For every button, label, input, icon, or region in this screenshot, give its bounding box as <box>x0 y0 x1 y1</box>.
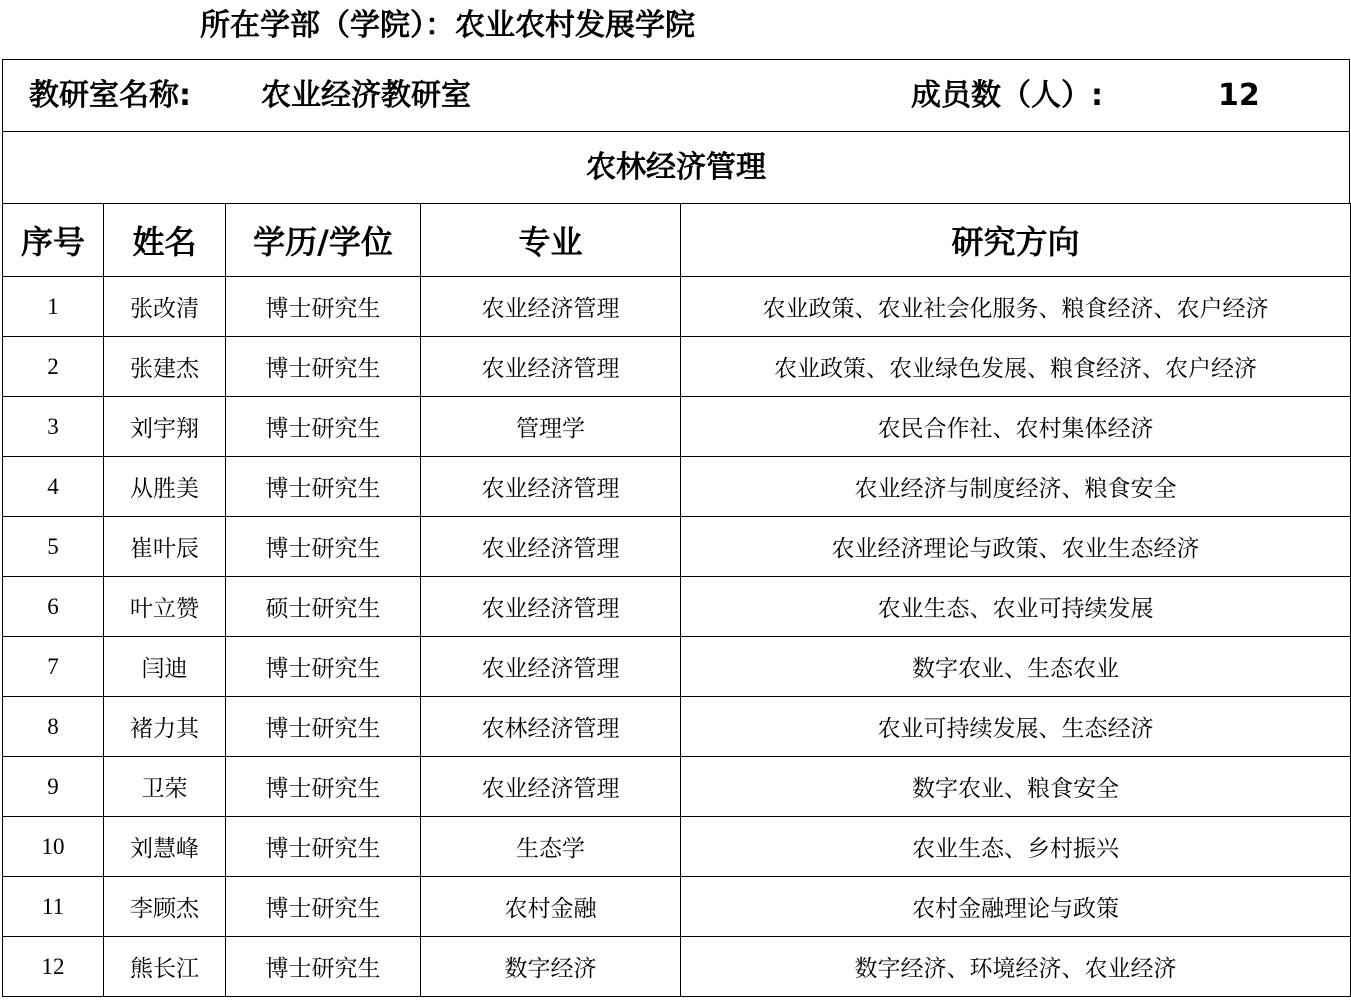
department-title: 所在学部（学院）：农业农村发展学院 <box>200 8 695 43</box>
member-count-label: 成员数（人）: <box>911 78 1103 113</box>
header-index: 序号 <box>3 204 104 277</box>
cell-research: 农业可持续发展、生态经济 <box>681 697 1351 757</box>
cell-index: 12 <box>3 937 104 997</box>
cell-major: 农业经济管理 <box>421 277 681 337</box>
cell-index: 4 <box>3 457 104 517</box>
cell-name: 叶立赞 <box>104 577 226 637</box>
cell-name: 张改清 <box>104 277 226 337</box>
cell-major: 农村金融 <box>421 877 681 937</box>
cell-index: 1 <box>3 277 104 337</box>
header-major: 专业 <box>421 204 681 277</box>
cell-name: 刘慧峰 <box>104 817 226 877</box>
cell-name: 闫迪 <box>104 637 226 697</box>
cell-research: 农业经济与制度经济、粮食安全 <box>681 457 1351 517</box>
cell-research: 农业生态、农业可持续发展 <box>681 577 1351 637</box>
table-row <box>3 457 1351 517</box>
office-info-row <box>2 59 1350 131</box>
cell-name: 李顾杰 <box>104 877 226 937</box>
cell-research: 农业生态、乡村振兴 <box>681 817 1351 877</box>
cell-major: 农业经济管理 <box>421 577 681 637</box>
cell-degree: 博士研究生 <box>226 877 421 937</box>
cell-index: 8 <box>3 697 104 757</box>
header-name: 姓名 <box>104 204 226 277</box>
table-row <box>3 877 1351 937</box>
cell-major: 数字经济 <box>421 937 681 997</box>
table-row <box>3 277 1351 337</box>
table-header-row <box>3 204 1351 277</box>
cell-index: 2 <box>3 337 104 397</box>
discipline-title: 农林经济管理 <box>2 131 1350 204</box>
table-row <box>3 397 1351 457</box>
cell-index: 7 <box>3 637 104 697</box>
cell-major: 农业经济管理 <box>421 457 681 517</box>
cell-degree: 博士研究生 <box>226 757 421 817</box>
cell-research: 数字农业、生态农业 <box>681 637 1351 697</box>
cell-major: 生态学 <box>421 817 681 877</box>
table-row <box>3 937 1351 997</box>
cell-index: 9 <box>3 757 104 817</box>
cell-name: 从胜美 <box>104 457 226 517</box>
cell-degree: 博士研究生 <box>226 697 421 757</box>
office-name-value: 农业经济教研室 <box>261 78 471 113</box>
staff-table <box>2 203 1351 997</box>
cell-research: 数字农业、粮食安全 <box>681 757 1351 817</box>
cell-index: 11 <box>3 877 104 937</box>
cell-major: 农业经济管理 <box>421 337 681 397</box>
cell-research: 农业经济理论与政策、农业生态经济 <box>681 517 1351 577</box>
cell-degree: 博士研究生 <box>226 937 421 997</box>
cell-research: 农村金融理论与政策 <box>681 877 1351 937</box>
cell-major: 农业经济管理 <box>421 517 681 577</box>
table-row <box>3 757 1351 817</box>
cell-index: 10 <box>3 817 104 877</box>
cell-research: 数字经济、环境经济、农业经济 <box>681 937 1351 997</box>
table-row <box>3 637 1351 697</box>
table-row <box>3 517 1351 577</box>
cell-degree: 博士研究生 <box>226 337 421 397</box>
cell-major: 管理学 <box>421 397 681 457</box>
table-row <box>3 817 1351 877</box>
cell-degree: 硕士研究生 <box>226 577 421 637</box>
table-row <box>3 337 1351 397</box>
cell-degree: 博士研究生 <box>226 637 421 697</box>
cell-major: 农业经济管理 <box>421 757 681 817</box>
cell-degree: 博士研究生 <box>226 817 421 877</box>
cell-name: 熊长江 <box>104 937 226 997</box>
cell-index: 6 <box>3 577 104 637</box>
cell-degree: 博士研究生 <box>226 457 421 517</box>
cell-name: 崔叶辰 <box>104 517 226 577</box>
header-research: 研究方向 <box>681 204 1351 277</box>
cell-research: 农业政策、农业绿色发展、粮食经济、农户经济 <box>681 337 1351 397</box>
cell-degree: 博士研究生 <box>226 277 421 337</box>
cell-major: 农业经济管理 <box>421 637 681 697</box>
office-name-label: 教研室名称: <box>29 78 191 113</box>
cell-name: 卫荣 <box>104 757 226 817</box>
cell-name: 褚力其 <box>104 697 226 757</box>
cell-research: 农业政策、农业社会化服务、粮食经济、农户经济 <box>681 277 1351 337</box>
cell-degree: 博士研究生 <box>226 517 421 577</box>
table-row <box>3 577 1351 637</box>
cell-research: 农民合作社、农村集体经济 <box>681 397 1351 457</box>
cell-index: 5 <box>3 517 104 577</box>
member-count-value: 12 <box>1218 78 1260 113</box>
cell-degree: 博士研究生 <box>226 397 421 457</box>
cell-name: 刘宇翔 <box>104 397 226 457</box>
header-degree: 学历/学位 <box>226 204 421 277</box>
cell-index: 3 <box>3 397 104 457</box>
cell-major: 农林经济管理 <box>421 697 681 757</box>
cell-name: 张建杰 <box>104 337 226 397</box>
table-row <box>3 697 1351 757</box>
